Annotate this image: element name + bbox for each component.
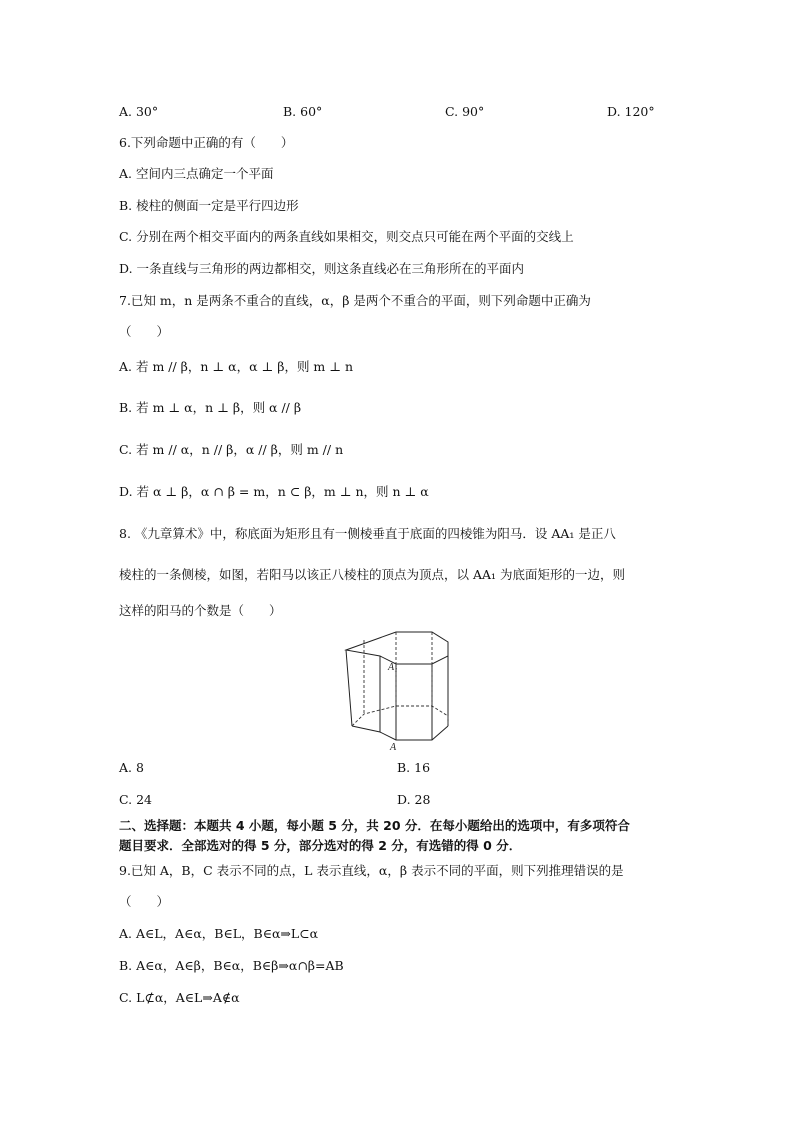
prism-bottom-front	[352, 726, 448, 740]
label-a: A	[390, 742, 397, 752]
q8-option-c: C. 24	[119, 792, 152, 807]
q7-stem: 7.已知 m，n 是两条不重合的直线，α，β 是两个不重合的平面，则下列命题中正确为	[119, 293, 591, 308]
q7-option-b: B. 若 m ⊥ α，n ⊥ β，则 α // β	[119, 400, 302, 415]
prism-top-face	[346, 632, 448, 664]
q9-option-a: A. A∈L，A∈α，B∈L，B∈α⇒L⊂α	[119, 926, 319, 941]
q8-line-3: 这样的阳马的个数是（ ）	[119, 603, 282, 618]
q5-option-b: B. 60°	[283, 104, 323, 119]
prism-edge-left	[346, 650, 352, 726]
octagonal-prism-figure	[340, 628, 460, 752]
q9-option-b: B. A∈α，A∈β，B∈α，B∈β⇒α∩β=AB	[119, 958, 344, 973]
q6-stem: 6.下列命题中正确的有（ ）	[119, 135, 294, 150]
q7-paren: （ ）	[119, 324, 170, 339]
section2-line-1: 二、选择题：本题共 4 小题，每小题 5 分，共 20 分．在每小题给出的选项中，有多项符合	[119, 818, 630, 833]
q6-option-a: A. 空间内三点确定一个平面	[119, 166, 274, 181]
q6-option-c: C. 分别在两个相交平面内的两条直线如果相交，则交点只可能在两个平面的交线上	[119, 229, 574, 244]
q9-paren: （ ）	[119, 894, 170, 909]
q5-option-a: A. 30°	[119, 104, 159, 119]
q7-option-a: A. 若 m // β，n ⊥ α，α ⊥ β，则 m ⊥ n	[119, 359, 354, 374]
q8-line-1: 8. 《九章算术》中，称底面为矩形且有一侧棱垂直于底面的四棱锥为阳马．设 AA₁ 是正八	[119, 526, 616, 541]
q6-option-d: D. 一条直线与三角形的两边都相交，则这条直线必在三角形所在的平面内	[119, 261, 525, 276]
q5-option-c: C. 90°	[445, 104, 485, 119]
q6-option-b: B. 棱柱的侧面一定是平行四边形	[119, 198, 299, 213]
q5-option-d: D. 120°	[607, 104, 655, 119]
q8-line-2: 棱柱的一条侧棱，如图，若阳马以该正八棱柱的顶点为顶点，以 AA₁ 为底面矩形的一边，则	[119, 567, 626, 582]
q7-option-d: D. 若 α ⊥ β，α ∩ β = m，n ⊂ β，m ⊥ n，则 n ⊥ α	[119, 484, 429, 499]
q9-option-c: C. L⊄α，A∈L⇒A∉α	[119, 990, 240, 1005]
q7-option-c: C. 若 m // α，n // β，α // β，则 m // n	[119, 442, 344, 457]
label-a1: A₁	[388, 662, 398, 673]
q8-option-b: B. 16	[397, 760, 431, 775]
section2-line-2: 题目要求．全部选对的得 5 分，部分选对的得 2 分，有选错的得 0 分．	[119, 838, 522, 853]
prism-bottom-hidden	[352, 706, 448, 726]
q8-option-a: A. 8	[119, 760, 144, 775]
q9-stem: 9.已知 A，B，C 表示不同的点，L 表示直线，α，β 表示不同的平面，则下列推理错误的是	[119, 863, 624, 878]
q8-option-d: D. 28	[397, 792, 431, 807]
